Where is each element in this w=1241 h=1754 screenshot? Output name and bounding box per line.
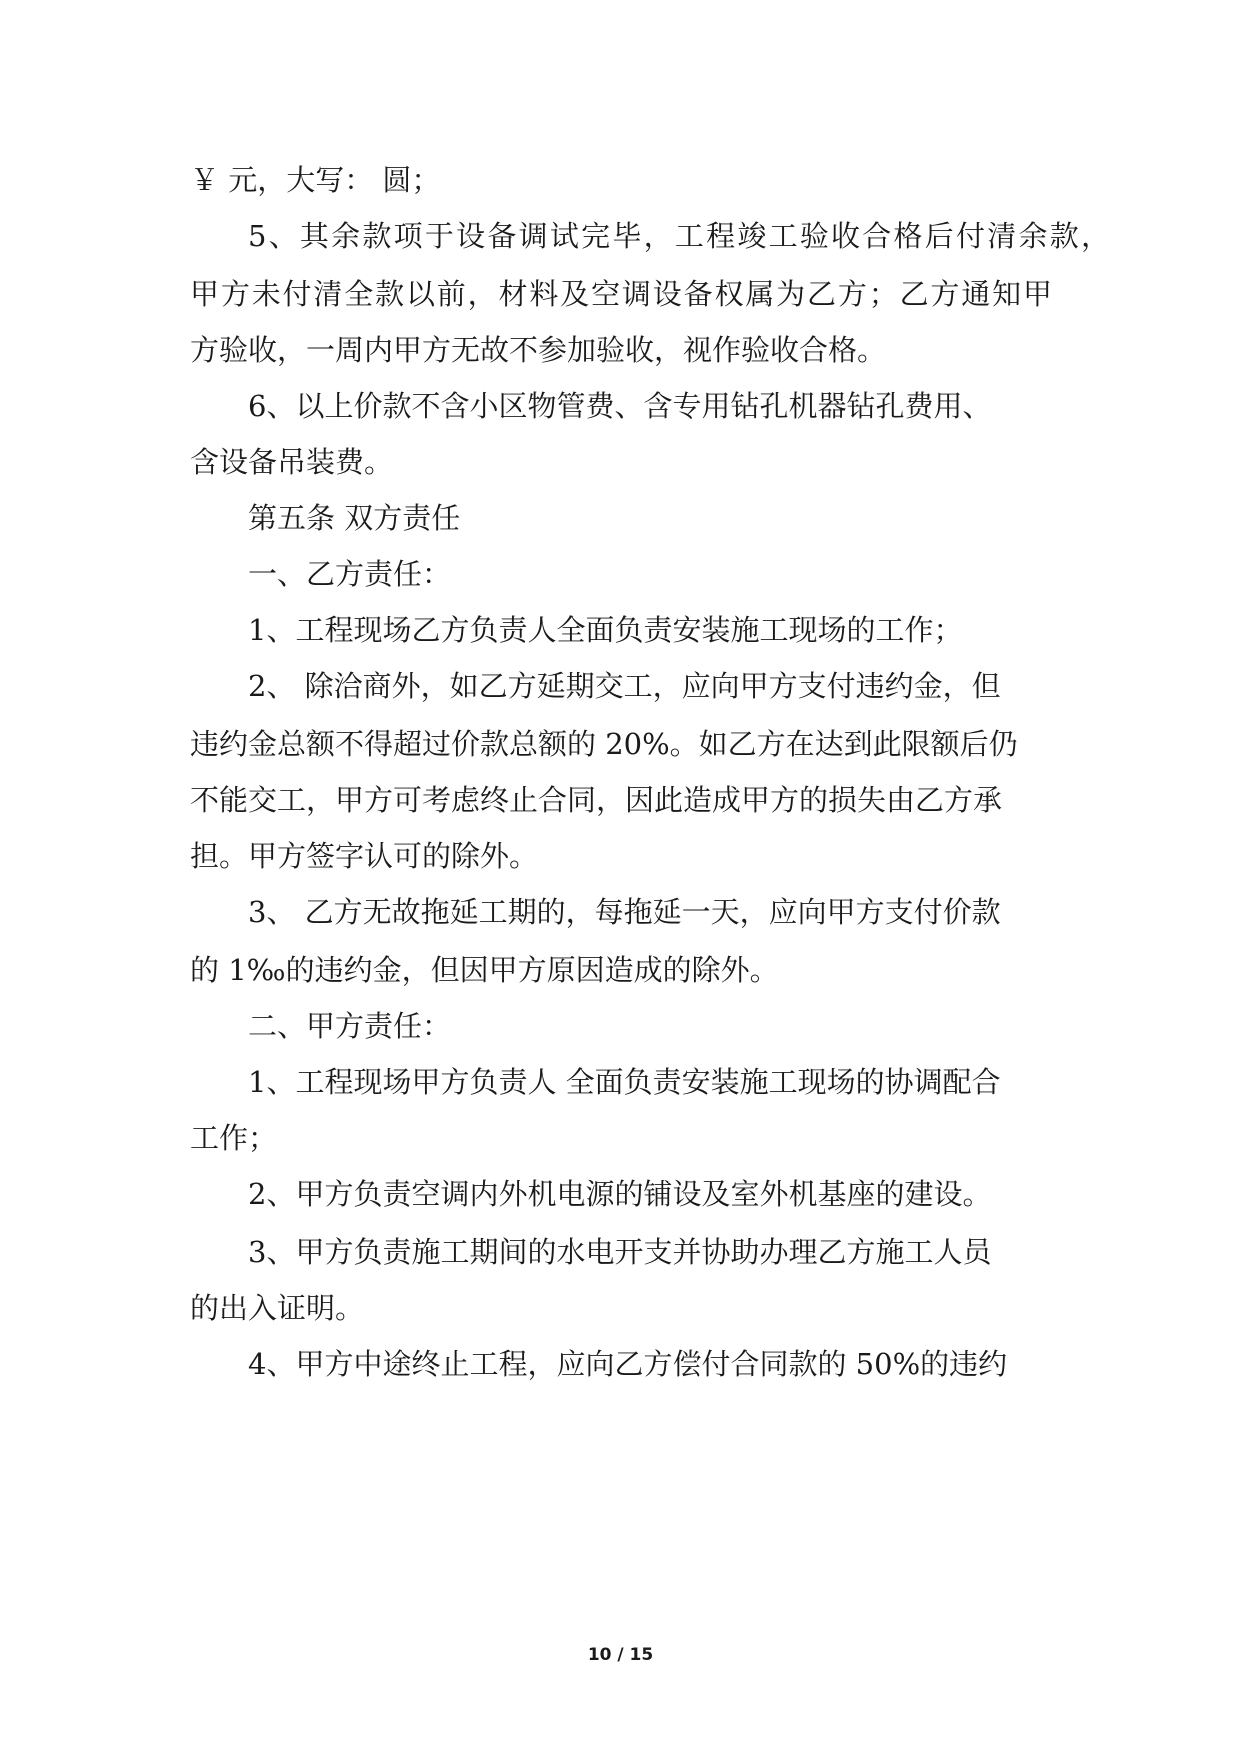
page-number: 10 / 15 [587, 1645, 654, 1665]
text-line: 不能交工，甲方可考虑终止合同，因此造成甲方的损失由乙方承 [190, 783, 1003, 817]
paragraph-item: 1、工程现场甲方负责人 全面负责安装施工现场的协调配合 [248, 1065, 1001, 1099]
text-line: ￥ 元，大写： 圆； [190, 163, 441, 197]
text-line: 违约金总额不得超过价款总额的 20%。如乙方在达到此限额后仍 [190, 727, 1018, 761]
paragraph-item: 3、甲方负责施工期间的水电开支并协助办理乙方施工人员 [248, 1235, 992, 1269]
text-line: 的 1‰的违约金，但因甲方原因造成的除外。 [190, 953, 779, 987]
paragraph-clause-5: 5、其余款项于设备调试完毕，工程竣工验收合格后付清余款， [248, 219, 1110, 253]
subsection-heading-party-a: 二、甲方责任： [248, 1009, 452, 1043]
text-line: 工作； [190, 1121, 278, 1155]
subsection-heading-party-b: 一、乙方责任： [248, 557, 452, 591]
text-line: 方验收，一周内甲方无故不参加验收，视作验收合格。 [190, 333, 887, 367]
paragraph-item: 2、 除洽商外，如乙方延期交工，应向甲方支付违约金，但 [248, 669, 1001, 703]
text-line: 的出入证明。 [190, 1291, 365, 1325]
paragraph-item: 1、工程现场乙方负责人全面负责安装施工现场的工作； [248, 613, 963, 647]
section-heading: 第五条 双方责任 [248, 501, 461, 535]
text-line: 担。甲方签字认可的除外。 [190, 839, 539, 873]
paragraph-item: 2、甲方负责空调内外机电源的铺设及室外机基座的建设。 [248, 1177, 992, 1211]
text-line: 甲方未付清全款以前，材料及空调设备权属为乙方；乙方通知甲 [190, 277, 1052, 311]
paragraph-item: 3、 乙方无故拖延工期的，每拖延一天，应向甲方支付价款 [248, 895, 1001, 929]
paragraph-item: 4、甲方中途终止工程，应向乙方偿付合同款的 50%的违约 [248, 1347, 1008, 1381]
text-line: 含设备吊装费。 [190, 445, 394, 479]
paragraph-clause-6: 6、以上价款不含小区物管费、含专用钻孔机器钻孔费用、 [248, 389, 992, 423]
